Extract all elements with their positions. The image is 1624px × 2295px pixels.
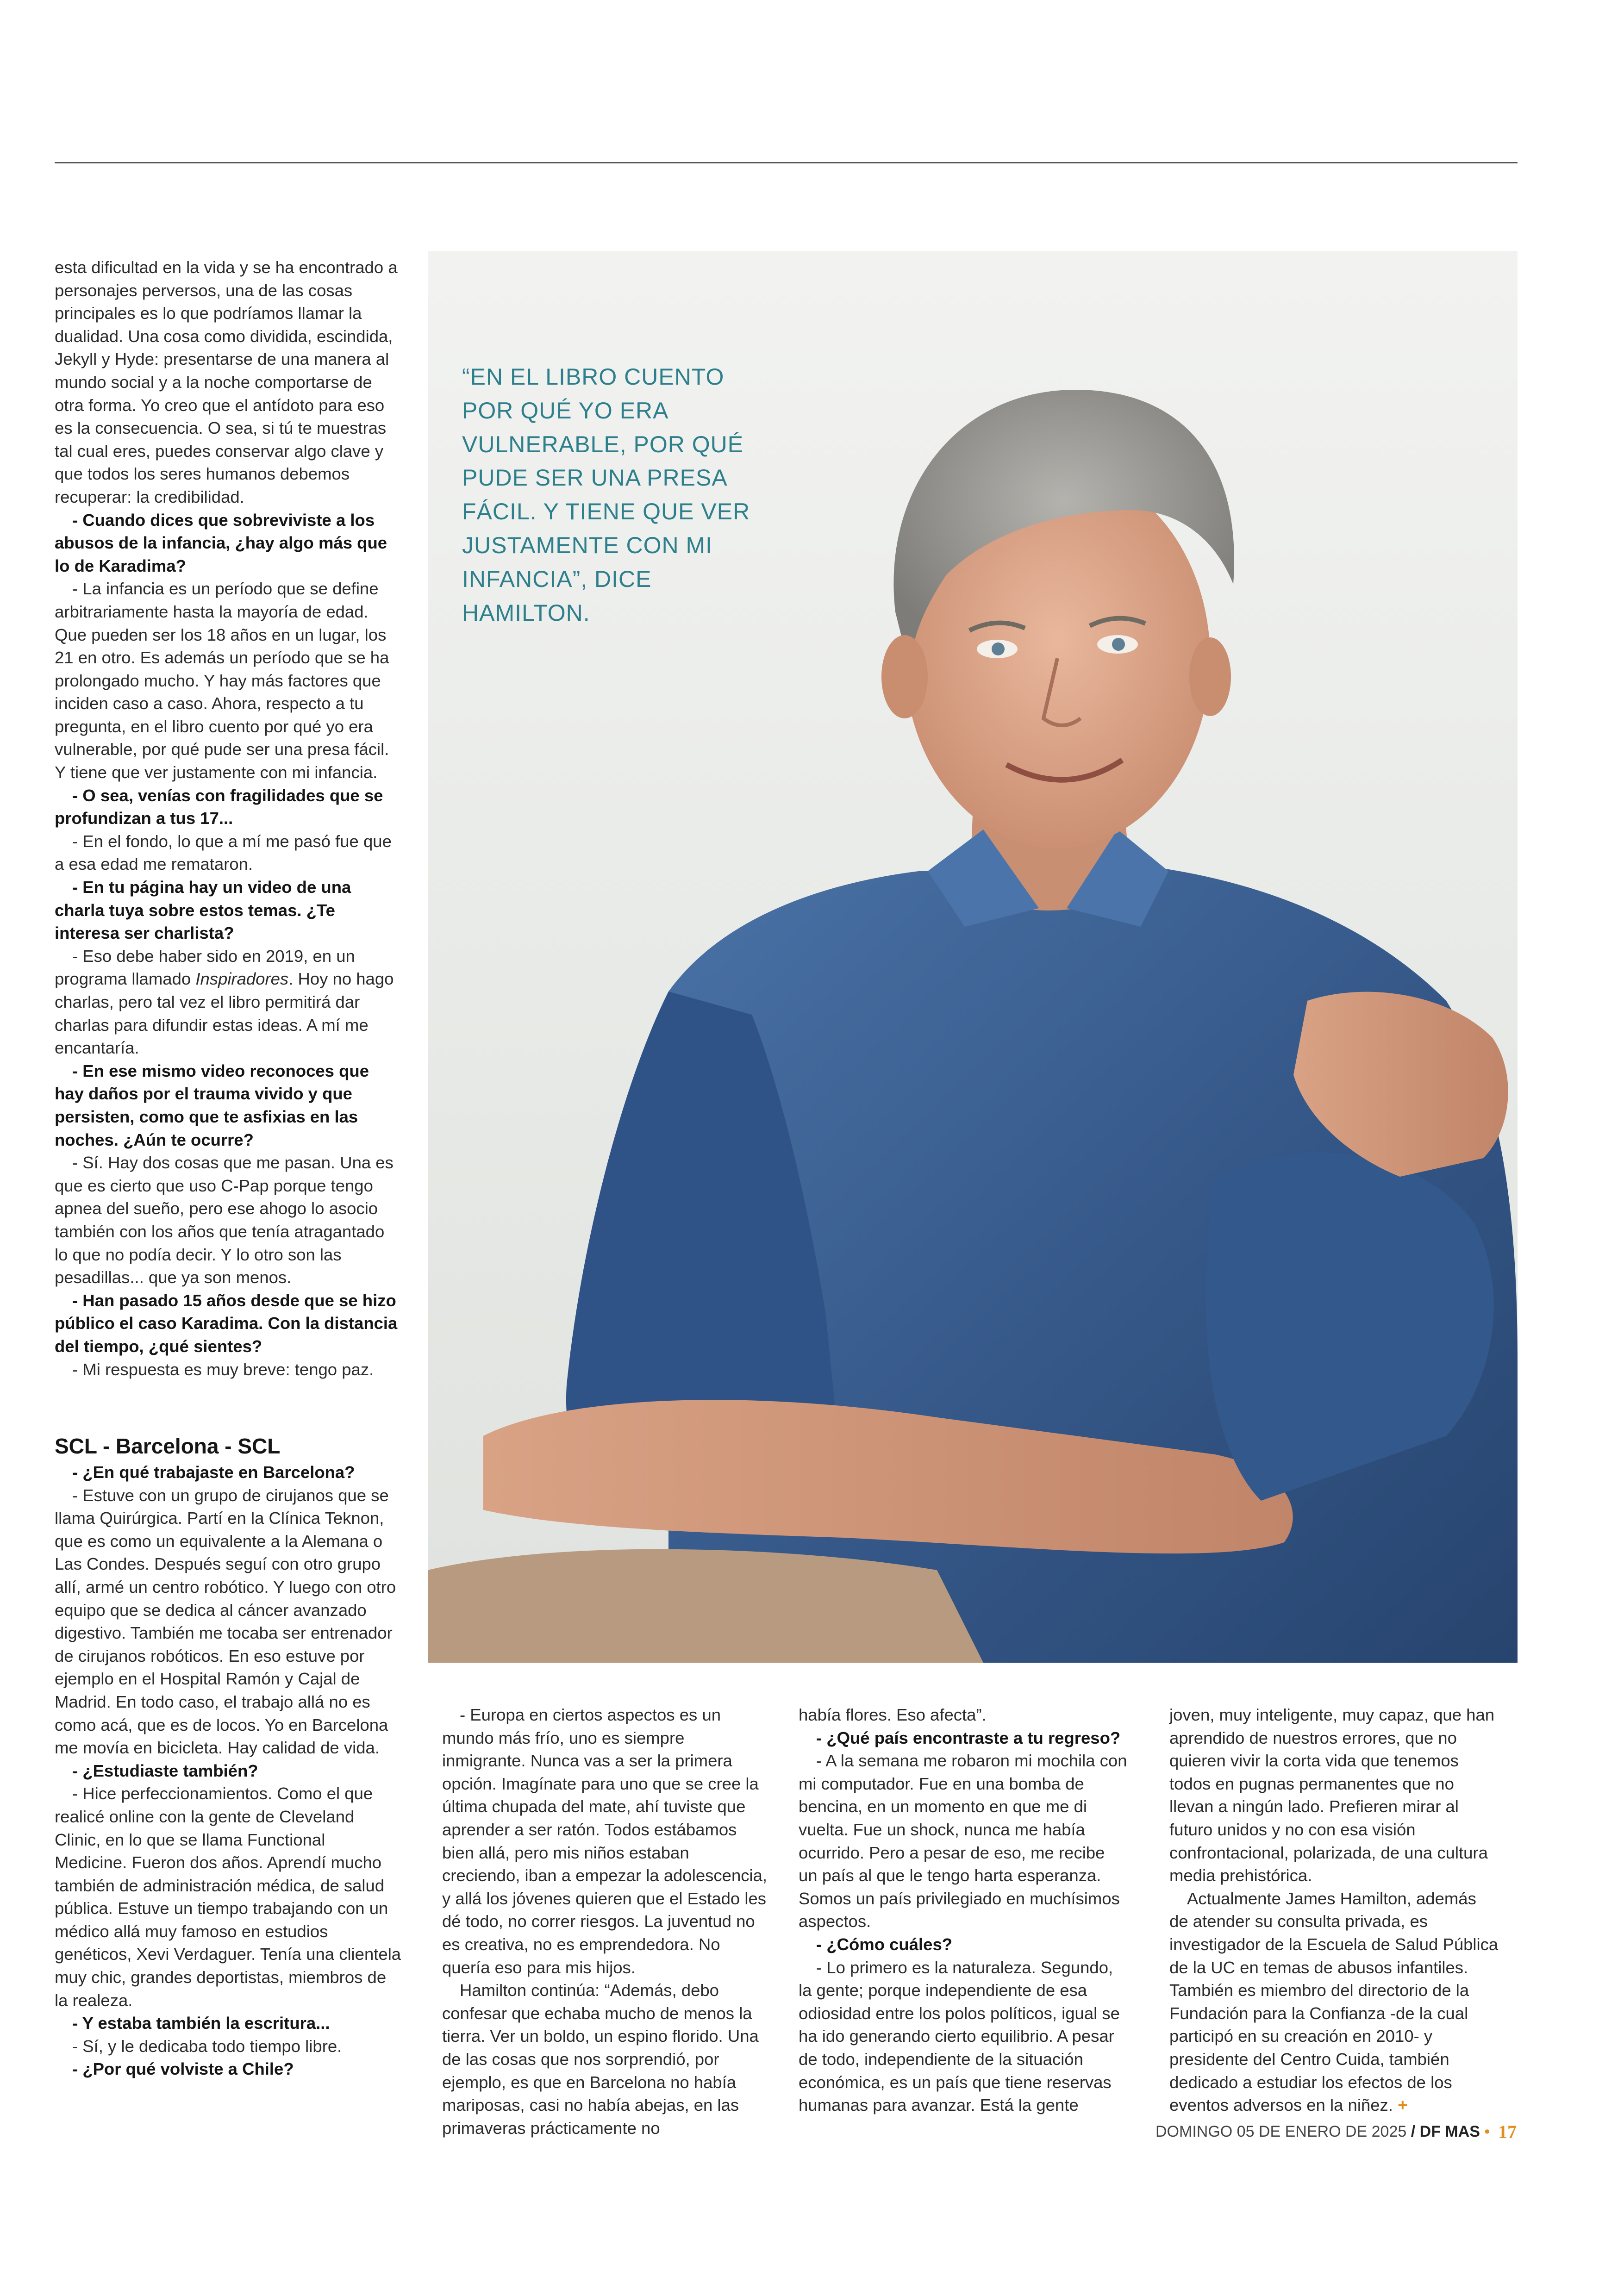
page-footer (1156, 2123, 1490, 2141)
article-paragraph: - Sí. Hay dos cosas que me pasan. Una es que es cierto que uso C-Pap porque tengo apnea del sueño, pero ese ahogo lo asocio también con los años que tenía atragantado lo que no podía decir. Y lo otro son las pesadillas... que ya son menos. (55, 1153, 394, 1287)
page-number: 17 (1498, 2121, 1517, 2142)
interview-question: - O sea, venías con fragilidades que se profundizan a tus 17... (55, 786, 383, 828)
article-paragraph: Hamilton continúa: “Además, debo confesar que echaba mucho de menos la tierra. Ver un boldo, un espino florido. Una de las cosas que nos sorprendió, por ejemplo, es que en Barcelona no había mariposas, casi no había abejas, en las primaveras prácticamente no (442, 1981, 759, 2138)
article-paragraph: - La infancia es un período que se define arbitrariamente hasta la mayoría de edad. Que pueden ser los 18 años en un lugar, los 21 en otro. Es además un período que se ha prolongado mucho. Y hay más factores que inciden caso a caso. Ahora, respecto a tu pregunta, en el libro cuento por qué yo era vulnerable, por qué pude ser una presa fácil. Y tiene que ver justamente con mi infancia. (55, 579, 389, 782)
article-paragraph: había flores. Eso afecta”. (799, 1705, 987, 1724)
article-paragraph: - Estuve con un grupo de cirujanos que se llama Quirúrgica. Partí en la Clínica Teknon, que es como un equivalente a la Alemana o Las Condes. Después seguí con otro grupo allí, armé un centro robótico. Y luego con otro equipo que se dedica al cáncer avanzado digestivo. También me tocaba ser entrenador de cirujanos robóticos. En eso estuve por ejemplo en el Hospital Ramón y Cajal de Madrid. En todo caso, el trabajo allá no es como acá, que es de locos. Yo en Barcelona me movía en bicicleta. Hay calidad de vida. (55, 1485, 396, 1758)
interview-question: - ¿Estudiaste también? (72, 1761, 258, 1780)
footer-separator: / (1411, 2123, 1416, 2140)
article-paragraph: - Mi respuesta es muy breve: tengo paz. (72, 1360, 374, 1379)
article-paragraph: Actualmente James Hamilton, además de atender su consulta privada, es investigador de la Escuela de Salud Pública de la UC en temas de abusos infantiles. También es miembro del directorio de la Fundación para la Confianza -de la cual participó en su creación en 2010- y presidente del Centro Cuida, también dedicado a estudiar los efectos de los eventos adversos en la niñez. + (1169, 1889, 1499, 2115)
article-paragraph: - Lo primero es la naturaleza. Segundo, la gente; porque independiente de esa odiosidad entre los polos políticos, igual se ha ido generando cierto equilibrio. A pesar de todo, independiente de la situación económica, es un país que tiene reservas humanas para avanzar. Está la gente (799, 1958, 1120, 2115)
article-column-3 (799, 1703, 1128, 2117)
interview-question: - Han pasado 15 años desde que se hizo público el caso Karadima. Con la distancia del tiempo, ¿qué sientes? (55, 1291, 398, 1356)
interview-question: - ¿Por qué volviste a Chile? (72, 2059, 294, 2079)
article-column-2 (442, 1703, 772, 2139)
interview-question: - Y estaba también la escritura... (72, 2014, 330, 2033)
interview-question: - En tu página hay un video de una charla tuya sobre estos temas. ¿Te interesa ser charlista? (55, 878, 351, 943)
footer-date: DOMINGO 05 DE ENERO DE 2025 (1156, 2123, 1407, 2140)
footer-dot: • (1484, 2123, 1490, 2140)
pull-quote: “EN EL LIBRO CUENTO POR QUÉ YO ERA VULNERABLE, POR QUÉ PUDE SER UNA PRESA FÁCIL. Y TIENE QUE VER JUSTAMENTE CON MI INFANCIA”, DICE HAMILTON. (462, 364, 750, 626)
article-paragraph: - A la semana me robaron mi mochila con mi computador. Fue en una bomba de bencina, en un momento en que me di vuelta. Fue un shock, nunca me había ocurrido. Pero a pesar de eso, me recibe un país al que le tengo harta esperanza. Somos un país privilegiado en muchísimos aspectos. (799, 1751, 1127, 1931)
article-column-1-bottom (55, 1425, 402, 2081)
interview-question: - ¿Cómo cuáles? (816, 1934, 953, 1954)
end-mark: + (1398, 2095, 1408, 2115)
article-paragraph: esta dificultad en la vida y se ha encontrado a personajes perversos, una de las cosas principales es lo que podríamos llamar la dualidad. Una cosa como dividida, escindida, Jekyll y Hyde: presentarse de una manera al mundo social y a la noche comportarse de otra forma. Yo creo que el antídoto para eso es la consecuencia. O sea, si tú te muestras tal cual eres, puedes conservar algo clave y que todos los seres humanos debemos recuperar: la credibilidad. (55, 258, 398, 506)
article-column-4 (1169, 1703, 1499, 2117)
header-rule (55, 162, 1518, 163)
interview-question: - ¿Qué país encontraste a tu regreso? (816, 1728, 1121, 1747)
interview-question: - ¿En qué trabajaste en Barcelona? (72, 1463, 355, 1482)
article-paragraph: - En el fondo, lo que a mí me pasó fue que a esa edad me remataron. (55, 831, 392, 874)
interview-question: - En ese mismo video reconoces que hay daños por el trauma vivido y que persisten, como que te asfixias en las noches. ¿Aún te ocurre? (55, 1061, 369, 1149)
article-paragraph: joven, muy inteligente, muy capaz, que han aprendido de nuestros errores, que no quieren vivir la corta vida que tenemos todos en pugnas permanentes que no llevan a ningún lado. Prefieren mirar al futuro unidos y no con esa visión confrontacional, polarizada, de una cultura media prehistórica. (1169, 1705, 1495, 1885)
article-paragraph: - Eso debe haber sido en 2019, en un programa llamado Inspiradores. Hoy no hago charlas, pero tal vez el libro permitirá dar charlas para difundir estas ideas. A mí me encantaría. (55, 946, 394, 1058)
article-paragraph: - Sí, y le dedicaba todo tiempo libre. (72, 2036, 342, 2056)
article-paragraph: - Europa en ciertos aspectos es un mundo más frío, uno es siempre inmigrante. Nunca vas a ser la primera opción. Imagínate para uno que se cree la última chupada del mate, ahí tuviste que aprender a ser ratón. Todos estábamos bien allá, pero mis niños estaban creciendo, iban a empezar la adolescencia, y allá los jóvenes quieren que el Estado les dé todo, no correr riesgos. La juventud no es creativa, no es emprendedora. No quería eso para mis hijos. (442, 1705, 768, 1977)
footer-publication: DF MAS (1419, 2123, 1480, 2140)
article-paragraph: - Hice perfeccionamientos. Como el que realicé online con la gente de Cleveland Clinic, en lo que se llama Functional Medicine. Fueron dos años. Aprendí mucho también de administración médica, de salud pública. Estuve un tiempo trabajando con un médico allá muy famoso en estudios genéticos, Xevi Verdaguer. Tenía una clientela muy chic, grandes deportistas, miembros de la realeza. (55, 1784, 401, 2010)
section-subhead: SCL - Barcelona - SCL (55, 1434, 281, 1458)
article-column-1-top (55, 256, 402, 1381)
interview-question: - Cuando dices que sobreviviste a los abusos de la infancia, ¿hay algo más que lo de Karadima? (55, 510, 387, 575)
